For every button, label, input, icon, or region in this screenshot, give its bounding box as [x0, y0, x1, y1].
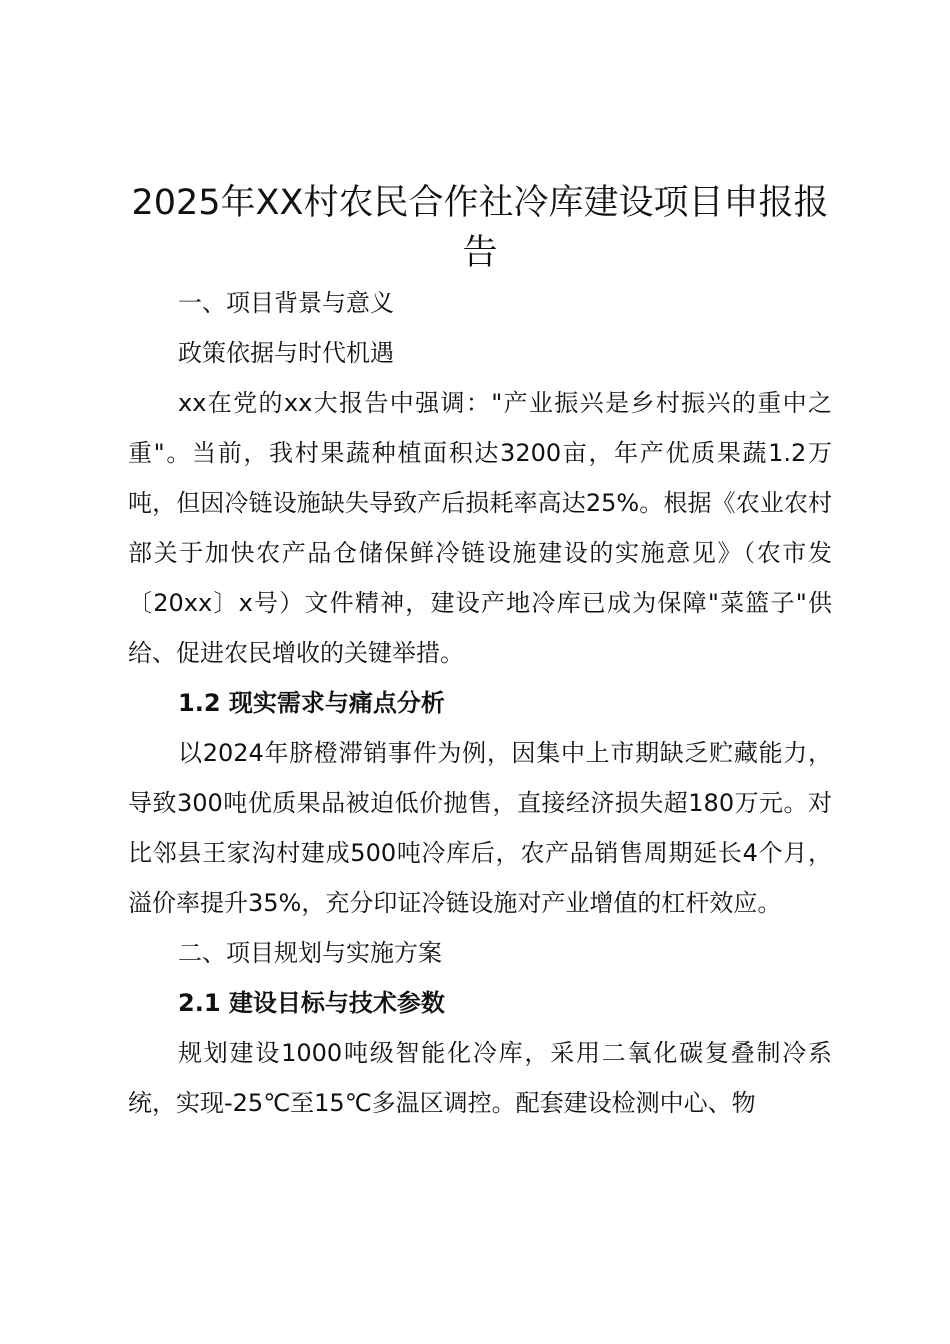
- subsection-heading-demand: 1.2 现实需求与痛点分析: [178, 689, 445, 717]
- section-heading-background: 一、项目背景与意义: [178, 289, 394, 317]
- subsection-heading-targets: 2.1 建设目标与技术参数: [178, 989, 445, 1017]
- document-page: [128, 178, 832, 1128]
- subsection-heading-policy: 政策依据与时代机遇: [178, 339, 394, 367]
- section-heading-plan: 二、项目规划与实施方案: [178, 939, 442, 967]
- paragraph-demand: 以2024年脐橙滞销事件为例，因集中上市期缺乏贮藏能力，导致300吨优质果品被迫低价抛售，直接经济损失超180万元。对比邻县王家沟村建成500吨冷库后，农产品销售周期延长4个月，溢价率提升35%，充分印证冷链设施对产业增值的杠杆效应。: [128, 739, 832, 917]
- document-title: 2025年XX村农民合作社冷库建设项目申报报告: [131, 183, 829, 273]
- paragraph-targets: 规划建设1000吨级智能化冷库，采用二氧化碳复叠制冷系统，实现-25℃至15℃多温区调控。配套建设检测中心、物: [128, 1039, 832, 1117]
- paragraph-policy: xx在党的xx大报告中强调："产业振兴是乡村振兴的重中之重"。当前，我村果蔬种植面积达3200亩，年产优质果蔬1.2万吨，但因冷链设施缺失导致产后损耗率高达25%。根据《农业农村部关于加快农产品仓储保鲜冷链设施建设的实施意见》（农市发〔20xx〕x号）文件精神，建设产地冷库已成为保障"菜篮子"供给、促进农民增收的关键举措。: [128, 389, 832, 667]
